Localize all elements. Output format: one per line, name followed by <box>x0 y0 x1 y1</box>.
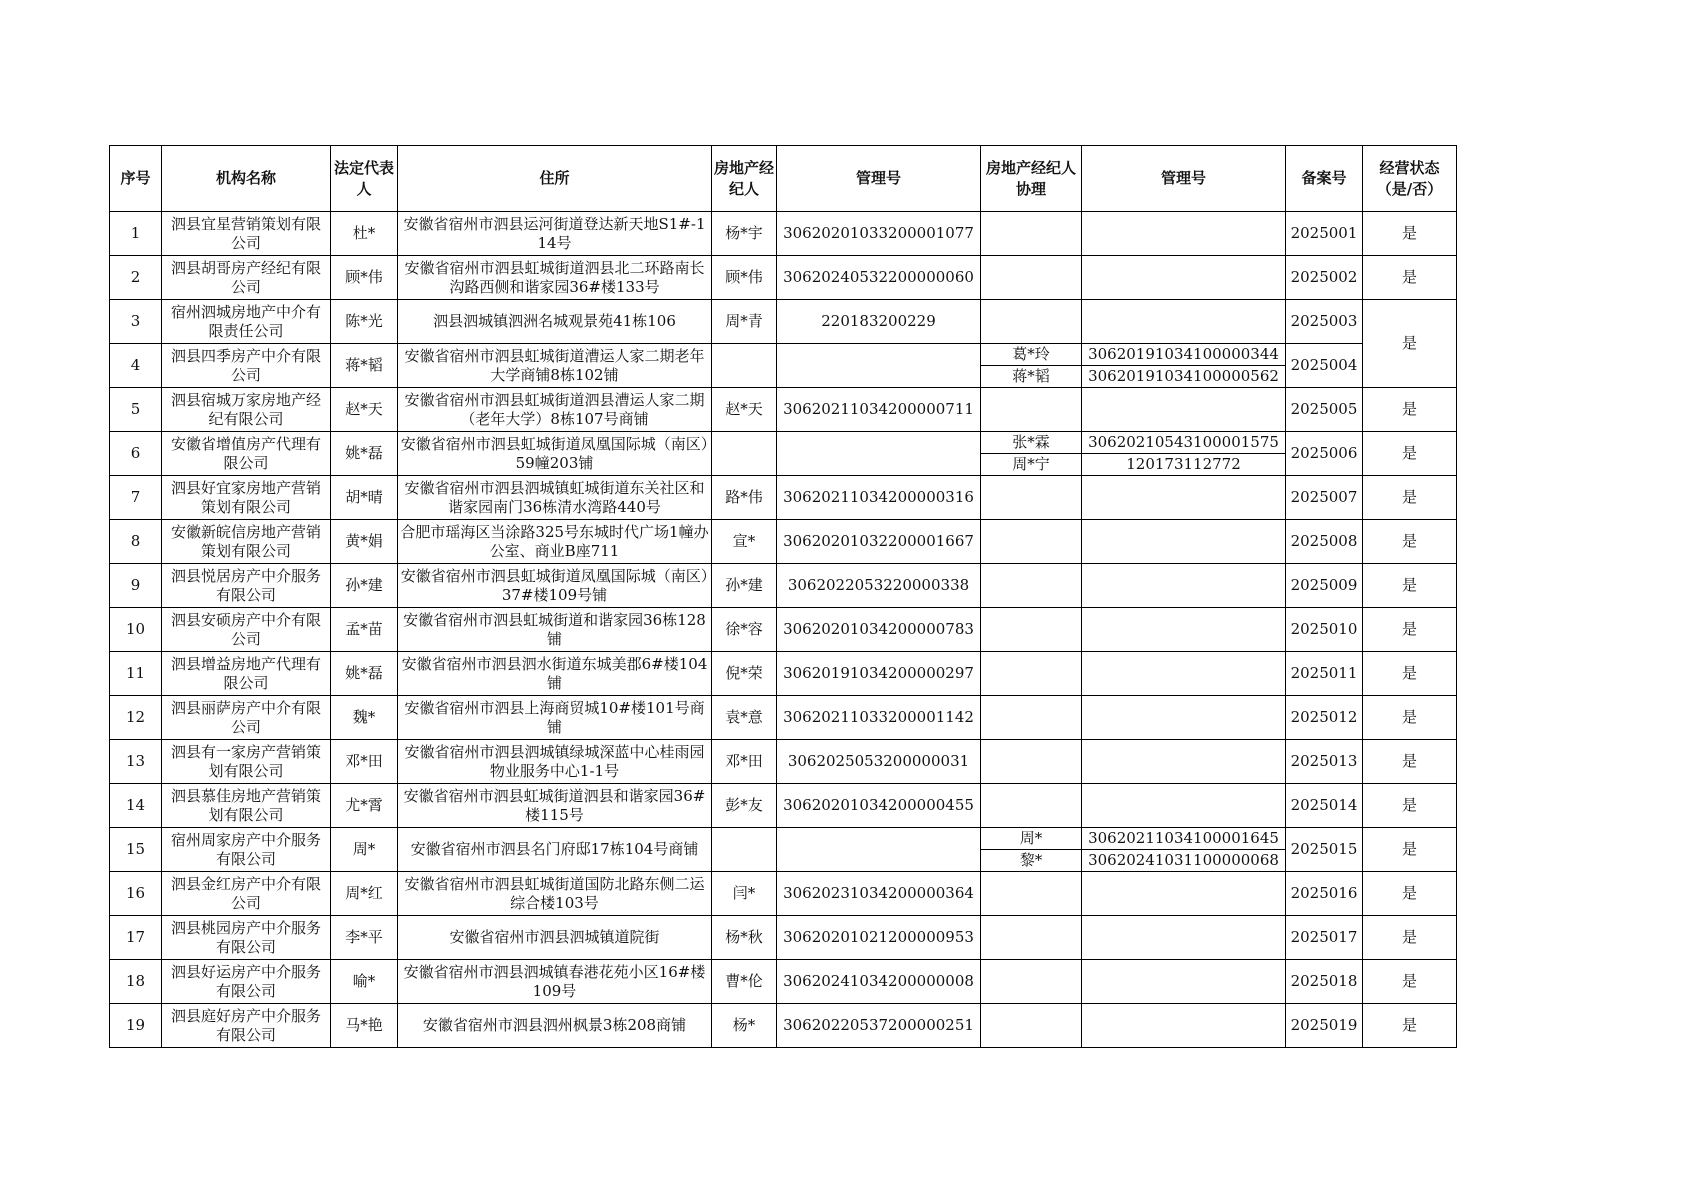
cell-address: 安徽省宿州市泗县泗州枫景3栋208商铺 <box>398 1004 712 1048</box>
cell-agent: 宣* <box>712 520 777 564</box>
table-row <box>110 696 1457 740</box>
cell-agent <box>712 344 777 388</box>
cell-agent: 孙*建 <box>712 564 777 608</box>
cell-status: 是 <box>1363 256 1457 300</box>
cell-seq: 5 <box>110 388 162 432</box>
cell-assistant <box>981 608 1082 652</box>
cell-mgmt-no: 30620201032200001667 <box>777 520 981 564</box>
cell-mgmt-no <box>777 344 981 388</box>
cell-address: 安徽省宿州市泗县泗水街道东城美郡6#楼104铺 <box>398 652 712 696</box>
cell-agent <box>712 432 777 476</box>
cell-name: 泗县悦居房产中介服务有限公司 <box>162 564 331 608</box>
cell-name: 泗县宿城万家房地产经纪有限公司 <box>162 388 331 432</box>
header-mgmt-no: 管理号 <box>777 146 981 212</box>
cell-status: 是 <box>1363 740 1457 784</box>
table-row <box>110 344 1457 366</box>
header-address: 住所 <box>398 146 712 212</box>
table-row <box>110 432 1457 454</box>
cell-name: 泗县庭好房产中介服务有限公司 <box>162 1004 331 1048</box>
cell-agent: 徐*容 <box>712 608 777 652</box>
cell-name: 安徽新皖信房地产营销策划有限公司 <box>162 520 331 564</box>
cell-agent: 曹*伦 <box>712 960 777 1004</box>
cell-seq: 7 <box>110 476 162 520</box>
cell-assistant-mgmt-no: 30620191034100000344 <box>1082 344 1286 366</box>
cell-assistant <box>981 652 1082 696</box>
cell-filing-no: 2025012 <box>1286 696 1363 740</box>
header-row <box>110 146 1457 212</box>
cell-address: 合肥市瑶海区当涂路325号东城时代广场1幢办公室、商业B座711 <box>398 520 712 564</box>
cell-assistant <box>981 476 1082 520</box>
cell-seq: 19 <box>110 1004 162 1048</box>
table-row <box>110 300 1457 344</box>
table-row <box>110 960 1457 1004</box>
cell-status: 是 <box>1363 828 1457 872</box>
cell-assistant <box>981 740 1082 784</box>
registry-table <box>109 145 1457 1048</box>
cell-seq: 6 <box>110 432 162 476</box>
cell-legal: 顾*伟 <box>331 256 398 300</box>
cell-mgmt-no: 30620201034200000783 <box>777 608 981 652</box>
cell-assistant <box>981 696 1082 740</box>
cell-name: 宿州周家房产中介服务有限公司 <box>162 828 331 872</box>
cell-mgmt-no: 30620231034200000364 <box>777 872 981 916</box>
cell-legal: 蒋*韬 <box>331 344 398 388</box>
header-filing-no: 备案号 <box>1286 146 1363 212</box>
header-seq: 序号 <box>110 146 162 212</box>
cell-legal: 周*红 <box>331 872 398 916</box>
cell-filing-no: 2025004 <box>1286 344 1363 388</box>
cell-legal: 喻* <box>331 960 398 1004</box>
cell-assistant: 张*霖 <box>981 432 1082 454</box>
cell-mgmt-no: 3062022053220000338 <box>777 564 981 608</box>
cell-seq: 13 <box>110 740 162 784</box>
cell-mgmt-no: 30620191034200000297 <box>777 652 981 696</box>
table-row <box>110 1004 1457 1048</box>
cell-name: 泗县四季房产中介有限公司 <box>162 344 331 388</box>
cell-assistant-mgmt-no <box>1082 916 1286 960</box>
cell-seq: 9 <box>110 564 162 608</box>
cell-assistant-mgmt-no: 30620211034100001645 <box>1082 828 1286 850</box>
cell-seq: 4 <box>110 344 162 388</box>
cell-legal: 尤*霄 <box>331 784 398 828</box>
cell-assistant-mgmt-no <box>1082 652 1286 696</box>
cell-address: 安徽省宿州市泗县名门府邸17栋104号商铺 <box>398 828 712 872</box>
cell-mgmt-no: 3062025053200000031 <box>777 740 981 784</box>
cell-address: 安徽省宿州市泗县泗城镇虹城街道东关社区和谐家园南门36栋清水湾路440号 <box>398 476 712 520</box>
cell-agent: 彭*友 <box>712 784 777 828</box>
cell-status: 是 <box>1363 300 1457 388</box>
cell-filing-no: 2025001 <box>1286 212 1363 256</box>
cell-assistant <box>981 564 1082 608</box>
cell-name: 泗县增益房地产代理有限公司 <box>162 652 331 696</box>
cell-assistant-mgmt-no: 30620241031100000068 <box>1082 850 1286 872</box>
cell-seq: 10 <box>110 608 162 652</box>
cell-assistant <box>981 784 1082 828</box>
cell-seq: 8 <box>110 520 162 564</box>
cell-address: 泗县泗城镇泗洲名城观景苑41栋106 <box>398 300 712 344</box>
cell-assistant-mgmt-no: 30620210543100001575 <box>1082 432 1286 454</box>
cell-assistant-mgmt-no <box>1082 872 1286 916</box>
cell-filing-no: 2025015 <box>1286 828 1363 872</box>
cell-seq: 11 <box>110 652 162 696</box>
cell-mgmt-no: 220183200229 <box>777 300 981 344</box>
cell-address: 安徽省宿州市泗县虹城街道凤凰国际城（南区）37#楼109号铺 <box>398 564 712 608</box>
cell-mgmt-no: 30620201021200000953 <box>777 916 981 960</box>
table-row <box>110 828 1457 850</box>
cell-address: 安徽省宿州市泗县虹城街道国防北路东侧二运综合楼103号 <box>398 872 712 916</box>
cell-filing-no: 2025019 <box>1286 1004 1363 1048</box>
cell-seq: 14 <box>110 784 162 828</box>
cell-legal: 李*平 <box>331 916 398 960</box>
cell-address: 安徽省宿州市泗县泗城镇道院街 <box>398 916 712 960</box>
cell-filing-no: 2025011 <box>1286 652 1363 696</box>
cell-status: 是 <box>1363 476 1457 520</box>
cell-assistant-mgmt-no <box>1082 1004 1286 1048</box>
cell-legal: 马*艳 <box>331 1004 398 1048</box>
cell-filing-no: 2025013 <box>1286 740 1363 784</box>
cell-assistant <box>981 388 1082 432</box>
cell-assistant-mgmt-no <box>1082 564 1286 608</box>
cell-name: 泗县宜星营销策划有限公司 <box>162 212 331 256</box>
cell-status: 是 <box>1363 696 1457 740</box>
cell-mgmt-no: 30620211033200001142 <box>777 696 981 740</box>
cell-mgmt-no: 30620241034200000008 <box>777 960 981 1004</box>
cell-legal: 姚*磊 <box>331 652 398 696</box>
cell-seq: 15 <box>110 828 162 872</box>
cell-assistant-mgmt-no <box>1082 520 1286 564</box>
cell-name: 泗县胡哥房产经纪有限公司 <box>162 256 331 300</box>
table-row <box>110 608 1457 652</box>
cell-status: 是 <box>1363 784 1457 828</box>
cell-name: 宿州泗城房地产中介有限责任公司 <box>162 300 331 344</box>
cell-name: 泗县桃园房产中介服务有限公司 <box>162 916 331 960</box>
cell-mgmt-no <box>777 432 981 476</box>
cell-agent: 杨*宇 <box>712 212 777 256</box>
cell-assistant-mgmt-no <box>1082 608 1286 652</box>
cell-assistant-mgmt-no <box>1082 300 1286 344</box>
cell-status: 是 <box>1363 652 1457 696</box>
cell-agent <box>712 828 777 872</box>
cell-address: 安徽省宿州市泗县运河街道登达新天地S1#-114号 <box>398 212 712 256</box>
cell-address: 安徽省宿州市泗县泗城镇绿城深蓝中心桂雨园物业服务中心1-1号 <box>398 740 712 784</box>
cell-seq: 16 <box>110 872 162 916</box>
cell-assistant <box>981 520 1082 564</box>
cell-status: 是 <box>1363 520 1457 564</box>
cell-address: 安徽省宿州市泗县泗城镇春港花苑小区16#楼109号 <box>398 960 712 1004</box>
cell-agent: 闫* <box>712 872 777 916</box>
cell-address: 安徽省宿州市泗县上海商贸城10#楼101号商铺 <box>398 696 712 740</box>
cell-status: 是 <box>1363 960 1457 1004</box>
cell-agent: 袁*意 <box>712 696 777 740</box>
cell-status: 是 <box>1363 608 1457 652</box>
cell-agent: 周*青 <box>712 300 777 344</box>
cell-assistant-mgmt-no <box>1082 388 1286 432</box>
header-name: 机构名称 <box>162 146 331 212</box>
cell-filing-no: 2025002 <box>1286 256 1363 300</box>
cell-address: 安徽省宿州市泗县虹城街道泗县和谐家园36#楼115号 <box>398 784 712 828</box>
header-assistant: 房地产经纪人协理 <box>981 146 1082 212</box>
cell-seq: 1 <box>110 212 162 256</box>
cell-assistant: 蒋*韬 <box>981 366 1082 388</box>
table-row <box>110 872 1457 916</box>
cell-status: 是 <box>1363 916 1457 960</box>
cell-filing-no: 2025010 <box>1286 608 1363 652</box>
cell-assistant <box>981 916 1082 960</box>
cell-agent: 倪*荣 <box>712 652 777 696</box>
cell-mgmt-no: 30620211034200000711 <box>777 388 981 432</box>
cell-legal: 魏* <box>331 696 398 740</box>
cell-agent: 赵*天 <box>712 388 777 432</box>
cell-legal: 杜* <box>331 212 398 256</box>
cell-assistant <box>981 872 1082 916</box>
cell-assistant-mgmt-no <box>1082 256 1286 300</box>
cell-seq: 17 <box>110 916 162 960</box>
cell-name: 泗县丽萨房产中介有限公司 <box>162 696 331 740</box>
cell-agent: 杨* <box>712 1004 777 1048</box>
table-row <box>110 388 1457 432</box>
cell-status: 是 <box>1363 388 1457 432</box>
cell-legal: 孟*苗 <box>331 608 398 652</box>
cell-assistant <box>981 212 1082 256</box>
cell-assistant-mgmt-no <box>1082 784 1286 828</box>
cell-filing-no: 2025017 <box>1286 916 1363 960</box>
cell-name: 泗县慕佳房地产营销策划有限公司 <box>162 784 331 828</box>
table-row <box>110 212 1457 256</box>
cell-assistant: 葛*玲 <box>981 344 1082 366</box>
cell-address: 安徽省宿州市泗县虹城街道泗县漕运人家二期（老年大学）8栋107号商铺 <box>398 388 712 432</box>
cell-assistant-mgmt-no <box>1082 476 1286 520</box>
cell-name: 泗县好运房产中介服务有限公司 <box>162 960 331 1004</box>
cell-filing-no: 2025008 <box>1286 520 1363 564</box>
cell-status: 是 <box>1363 432 1457 476</box>
cell-legal: 胡*晴 <box>331 476 398 520</box>
cell-legal: 陈*光 <box>331 300 398 344</box>
cell-status: 是 <box>1363 1004 1457 1048</box>
header-assistant-mgmt-no: 管理号 <box>1082 146 1286 212</box>
cell-mgmt-no: 30620201034200000455 <box>777 784 981 828</box>
cell-seq: 12 <box>110 696 162 740</box>
cell-assistant <box>981 256 1082 300</box>
table-row <box>110 476 1457 520</box>
cell-legal: 邓*田 <box>331 740 398 784</box>
cell-address: 安徽省宿州市泗县虹城街道漕运人家二期老年大学商铺8栋102铺 <box>398 344 712 388</box>
cell-filing-no: 2025007 <box>1286 476 1363 520</box>
cell-assistant-mgmt-no <box>1082 740 1286 784</box>
cell-seq: 18 <box>110 960 162 1004</box>
cell-seq: 2 <box>110 256 162 300</box>
cell-legal: 黄*娟 <box>331 520 398 564</box>
table-body <box>110 212 1457 1048</box>
table-row <box>110 916 1457 960</box>
table-row <box>110 784 1457 828</box>
cell-assistant <box>981 300 1082 344</box>
cell-filing-no: 2025014 <box>1286 784 1363 828</box>
cell-name: 泗县安硕房产中介有限公司 <box>162 608 331 652</box>
cell-agent: 杨*秋 <box>712 916 777 960</box>
header-status: 经营状态（是/否） <box>1363 146 1457 212</box>
cell-agent: 路*伟 <box>712 476 777 520</box>
cell-legal: 孙*建 <box>331 564 398 608</box>
cell-assistant <box>981 1004 1082 1048</box>
cell-legal: 赵*天 <box>331 388 398 432</box>
cell-assistant-mgmt-no: 120173112772 <box>1082 454 1286 476</box>
cell-status: 是 <box>1363 872 1457 916</box>
cell-assistant: 周* <box>981 828 1082 850</box>
cell-filing-no: 2025016 <box>1286 872 1363 916</box>
cell-address: 安徽省宿州市泗县虹城街道和谐家园36栋128铺 <box>398 608 712 652</box>
cell-assistant <box>981 960 1082 1004</box>
cell-mgmt-no <box>777 828 981 872</box>
cell-name: 安徽省增值房产代理有限公司 <box>162 432 331 476</box>
cell-assistant-mgmt-no <box>1082 696 1286 740</box>
cell-mgmt-no: 30620211034200000316 <box>777 476 981 520</box>
cell-address: 安徽省宿州市泗县虹城街道泗县北二环路南长沟路西侧和谐家园36#楼133号 <box>398 256 712 300</box>
cell-name: 泗县好宜家房地产营销策划有限公司 <box>162 476 331 520</box>
cell-legal: 周* <box>331 828 398 872</box>
cell-assistant-mgmt-no <box>1082 960 1286 1004</box>
cell-name: 泗县有一家房产营销策划有限公司 <box>162 740 331 784</box>
table-row <box>110 564 1457 608</box>
cell-seq: 3 <box>110 300 162 344</box>
header-agent: 房地产经纪人 <box>712 146 777 212</box>
cell-filing-no: 2025009 <box>1286 564 1363 608</box>
cell-assistant: 周*宁 <box>981 454 1082 476</box>
cell-assistant-mgmt-no <box>1082 212 1286 256</box>
cell-assistant-mgmt-no: 30620191034100000562 <box>1082 366 1286 388</box>
cell-agent: 邓*田 <box>712 740 777 784</box>
cell-mgmt-no: 30620201033200001077 <box>777 212 981 256</box>
table-row <box>110 256 1457 300</box>
cell-legal: 姚*磊 <box>331 432 398 476</box>
header-legal: 法定代表人 <box>331 146 398 212</box>
cell-mgmt-no: 30620220537200000251 <box>777 1004 981 1048</box>
cell-status: 是 <box>1363 564 1457 608</box>
cell-filing-no: 2025005 <box>1286 388 1363 432</box>
cell-name: 泗县金红房产中介有限公司 <box>162 872 331 916</box>
cell-filing-no: 2025003 <box>1286 300 1363 344</box>
cell-mgmt-no: 30620240532200000060 <box>777 256 981 300</box>
cell-agent: 顾*伟 <box>712 256 777 300</box>
cell-filing-no: 2025018 <box>1286 960 1363 1004</box>
table-row <box>110 740 1457 784</box>
cell-address: 安徽省宿州市泗县虹城街道凤凰国际城（南区）59幢203铺 <box>398 432 712 476</box>
cell-status: 是 <box>1363 212 1457 256</box>
cell-filing-no: 2025006 <box>1286 432 1363 476</box>
table-row <box>110 520 1457 564</box>
table-row <box>110 652 1457 696</box>
cell-assistant: 黎* <box>981 850 1082 872</box>
